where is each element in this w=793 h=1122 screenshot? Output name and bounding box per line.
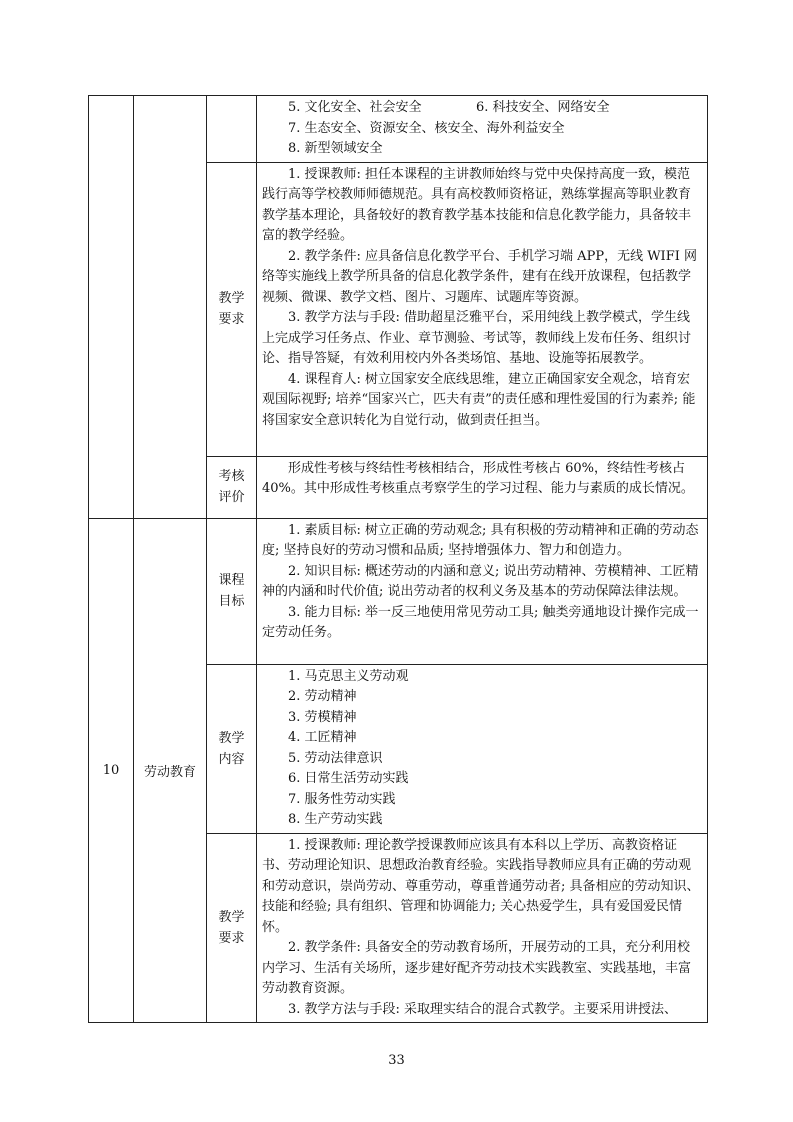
requirements-cell (257, 162, 708, 456)
paragraph: 4. 课程育人: 树立国家安全底线思维，建立正确国家安全观念，培育宏观国际视野; 培养“国家兴亡，匹夫有责”的责任感和理性爱国的行为素养; 能将国家安全意识转化为自觉行动，做到责任担当。 (262, 371, 696, 428)
category-label-requirements: 教学 要求 (207, 162, 257, 456)
list-item: 6. 日常生活劳动实践 (288, 771, 409, 786)
list-item: 3. 劳模精神 (288, 709, 357, 725)
paragraph: 2. 教学条件: 应具备信息化教学平台、手机学习端 APP，无线 WIFI 网络等实施线上教学所具备的信息化教学条件，建有在线开放课程，包括教学视频、微课、教学文档、图片、习题库、试题库等资源。 (262, 248, 697, 305)
list-item: 5. 劳动法律意识 (288, 750, 383, 766)
paragraph: 3. 能力目标: 举一反三地使用常见劳动工具; 触类旁通地设计操作完成一定劳动任务。 (262, 604, 699, 640)
table-row (89, 518, 708, 664)
list-item: 8. 生产劳动实践 (288, 812, 383, 827)
goals-cell (257, 518, 708, 664)
category-cell-empty (207, 96, 257, 163)
list-item: 7. 服务性劳动实践 (288, 791, 396, 807)
index-cell-empty (89, 96, 134, 519)
course-name: 劳动教育 (134, 518, 207, 1023)
paragraph: 2. 知识目标: 概述劳动的内涵和意义; 说出劳动精神、劳模精神、工匠精神的内涵和时代价值; 说出劳动者的权利义务及基本的劳动保障法律法规。 (262, 563, 699, 599)
paragraph: 形成性考核与终结性考核相结合，形成性考核占 60%，终结性考核占 40%。其中形成性考核重点考察学生的学习过程、能力与素质的成长情况。 (262, 460, 694, 496)
course-cell-empty (134, 96, 207, 519)
list-item: 5. 文化安全、社会安全 6. 科技安全、网络安全 (288, 100, 610, 115)
page-number: 33 (388, 1053, 405, 1068)
category-label-content: 教学 内容 (207, 664, 257, 833)
category-label-assessment: 考核 评价 (207, 456, 257, 518)
assessment-cell (257, 456, 708, 518)
curriculum-table (88, 95, 708, 1023)
course-number: 10 (89, 518, 134, 1023)
list-item: 8. 新型领域安全 (288, 141, 383, 156)
paragraph: 2. 教学条件: 具备安全的劳动教育场所，开展劳动的工具，充分利用校内学习、生活有关场所，逐步建好配齐劳动技术实践教室、实践基地，丰富劳动教育资源。 (262, 940, 692, 996)
paragraph: 1. 授课教师: 担任本课程的主讲教师始终与党中央保持高度一致，模范践行高等学校教师师德规范。具有高校教师资格证，熟练掌握高等职业教育教学基本理论，具备较好的教育教学基本技能和信息化教学能力，具备较丰富的教学经验。 (262, 166, 692, 243)
content-cell (257, 96, 708, 163)
paragraph: 1. 授课教师: 理论教学授课教师应该具有本科以上学历、高教资格证书、劳动理论知识、思想政治教育经验。实践指导教师应具有正确的劳动观和劳动意识，崇尚劳动、尊重劳动，尊重普通劳动者; 具备相应的劳动知识、技能和经验; 具有组织、管理和协调能力; 关心热爱学生，具有爱国爱民情怀。 (262, 837, 700, 935)
requirements-cell (257, 833, 708, 1023)
content-cell (257, 664, 708, 833)
list-item: 2. 劳动精神 (288, 689, 357, 704)
paragraph: 1. 素质目标: 树立正确的劳动观念; 具有积极的劳动精神和正确的劳动态度; 坚持良好的劳动习惯和品质; 坚持增强体力、智力和创造力。 (262, 522, 699, 558)
paragraph: 3. 教学方法与手段: 采取理实结合的混合式教学。主要采用讲授法、 (288, 1001, 678, 1017)
list-item: 1. 马克思主义劳动观 (288, 668, 409, 684)
category-label-goals: 课程 目标 (207, 518, 257, 664)
list-item: 4. 工匠精神 (288, 730, 357, 745)
paragraph: 3. 教学方法与手段: 借助超星泛雅平台，采用纯线上教学模式，学生线上完成学习任务点、作业、章节测验、考试等，教师线上发布任务、组织讨论、指导答疑，有效利用校内外各类场馆、基地、设施等拓展教学。 (262, 310, 692, 366)
table-row (89, 96, 708, 163)
category-label-requirements: 教学 要求 (207, 833, 257, 1023)
list-item: 7. 生态安全、资源安全、核安全、海外利益安全 (288, 120, 565, 136)
